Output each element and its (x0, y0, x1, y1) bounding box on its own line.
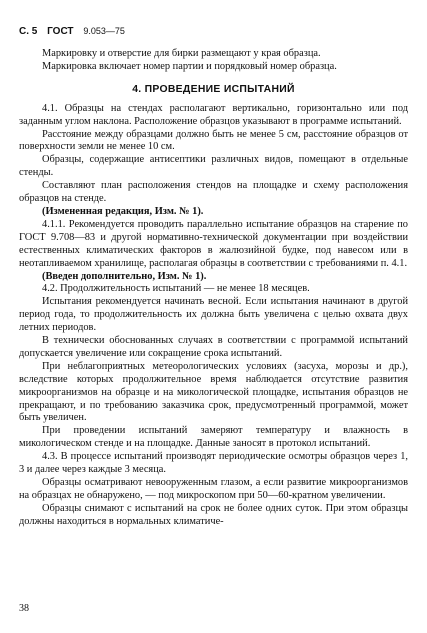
paragraph: Образцы, содержащие антисептики различных видов, помещают в отдельные стенды. (19, 154, 408, 179)
standard-code: 9.053—75 (83, 26, 125, 36)
standard-label: ГОСТ (47, 26, 74, 37)
paragraph: Расстояние между образцами должно быть не менее 5 см, расстояние образцов от поверхности земли не менее 10 см. (19, 128, 408, 153)
paragraph-4-1: 4.1. Образцы на стендах располагают вертикально, горизонтально или под заданным углом наклона. Расположение образцов указывают в программе испытаний. (19, 102, 408, 127)
body-text (19, 48, 408, 529)
page-header (19, 26, 132, 37)
page-number: 38 (19, 603, 29, 614)
paragraph: Испытания рекомендуется начинать весной. Если испытания начинают в другой период года, то продолжительность их должна быть увеличена с целью охвата двух летних периодов. (19, 296, 408, 334)
amendment-note: (Введен дополнительно, Изм. № 1). (42, 270, 207, 282)
paragraph: Образцы осматривают невооруженным глазом, а если развитие микроорганизмов на образцах не обнаружено, — под микроскопом при 50—60-кратном увеличении. (19, 477, 408, 501)
amendment-note: (Измененная редакция, Изм. № 1). (42, 205, 204, 217)
paragraph-4-1-1: 4.1.1. Рекомендуется проводить параллельно испытание образцов на старение по ГОСТ 9.708—83 и другой нормативно-технической документации при воздействии естественных климатических факторов в жалюзийной будке, под навесом или в неотапливаемом хранилище, располагая образцы в соответствии с требованиями п. 4.1. (19, 218, 408, 269)
section-title: 4. ПРОВЕДЕНИЕ ИСПЫТАНИЙ (132, 83, 295, 95)
paragraph: Составляют план расположения стендов на площадке и схему расположения образцов на стенде. (19, 180, 408, 205)
paragraph-4-2: 4.2. Продолжительность испытаний — не менее 18 месяцев. (42, 283, 310, 295)
paragraph: Маркировку и отверстие для бирки размещают у края образца. (42, 48, 321, 59)
paragraph: При проведении испытаний замеряют температуру и влажность в микологическом стенде и на площадке. Данные заносят в протокол испытаний. (19, 425, 408, 450)
paragraph: При неблагоприятных метеорологических условиях (засуха, морозы и др.), вследствие которых продолжительное время наблюдается отсутствие развития микроорганизмов на образце и на микологической площадке, испытания образцов не прекращают, и по требованию заказчика срок, предусмотренный программой, может быть увеличен. (19, 360, 408, 424)
paragraph: В технически обоснованных случаях в соответствии с программой испытаний допускается увеличение или сокращение срока испытаний. (19, 335, 408, 359)
paragraph: Образцы снимают с испытаний на срок не более одних суток. При этом образцы должны находиться в нормальных климатиче- (19, 502, 408, 527)
page-prefix: С. 5 (19, 26, 38, 37)
paragraph-4-3: 4.3. В процессе испытаний производят периодические осмотры образцов через 1, 3 и далее через каждые 3 месяца. (19, 451, 408, 476)
paragraph: Маркировка включает номер партии и порядковый номер образца. (42, 60, 337, 72)
